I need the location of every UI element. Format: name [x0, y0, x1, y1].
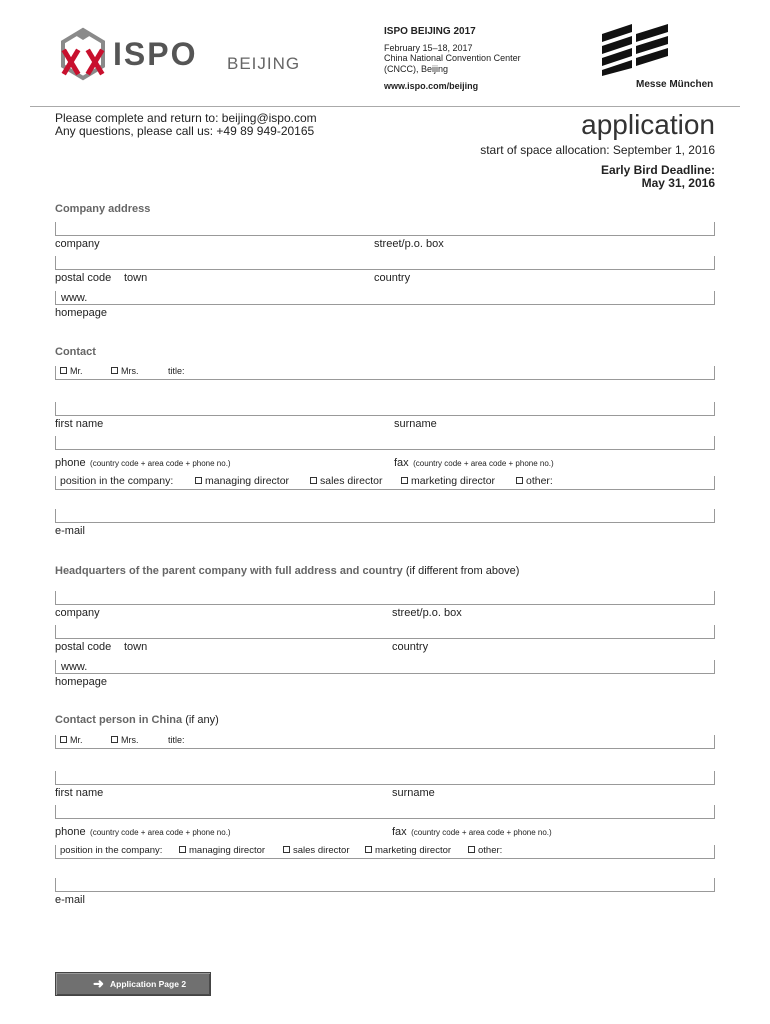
other-option[interactable]: other:	[516, 475, 553, 487]
china-mr-option[interactable]: Mr.	[60, 735, 83, 745]
event-venue-city: (CNCC), Beijing	[384, 64, 449, 74]
event-venue: China National Convention Center	[384, 53, 521, 63]
china-title-label: title:	[168, 735, 185, 745]
page-title: application	[581, 109, 715, 140]
hq-company-field[interactable]	[55, 591, 715, 605]
fax-label: fax (country code + area code + phone no.)	[394, 457, 554, 469]
checkbox-icon[interactable]	[111, 367, 118, 374]
checkbox-icon[interactable]	[310, 477, 317, 484]
hq-postal-country-field[interactable]	[55, 625, 715, 639]
checkbox-icon[interactable]	[60, 367, 67, 374]
return-instruction: Please complete and return to: beijing@ispo.com	[55, 111, 317, 125]
ispo-emblem-icon	[55, 26, 111, 82]
checkbox-icon[interactable]	[401, 477, 408, 484]
checkbox-icon[interactable]	[468, 846, 475, 853]
china-mrs-option[interactable]: Mrs.	[111, 735, 139, 745]
allocation-start: start of space allocation: September 1, 2016	[480, 143, 715, 157]
arrow-right-icon: ➜	[93, 976, 104, 991]
hq-country-label: country	[392, 641, 429, 653]
company-field[interactable]	[55, 222, 715, 236]
questions-line: Any questions, please call us: +49 89 949-20165	[55, 124, 315, 138]
company-address-heading: Company address	[55, 203, 151, 215]
china-name-field[interactable]	[55, 771, 715, 785]
china-contact-heading: Contact person in China (if any)	[55, 714, 219, 726]
china-phone-hint: (country code + area code + phone no.)	[90, 828, 231, 837]
sales-director-option[interactable]: sales director	[310, 475, 382, 487]
application-page-2-label: Application Page 2	[110, 979, 187, 989]
logo-sub-text: BEIJING	[227, 54, 301, 73]
hq-street-label: street/p.o. box	[392, 607, 462, 619]
china-fax-hint: (country code + area code + phone no.)	[411, 828, 552, 837]
company-label: company	[55, 238, 100, 250]
phone-fax-field[interactable]	[55, 436, 715, 450]
homepage-field[interactable]	[55, 291, 715, 305]
event-dates: February 15–18, 2017	[384, 43, 473, 53]
country-label: country	[374, 272, 411, 284]
ispo-logo	[55, 26, 315, 82]
position-label: position in the company:	[60, 475, 174, 487]
fax-hint: (country code + area code + phone no.)	[413, 459, 554, 468]
www-prefix: www.	[61, 292, 88, 304]
phone-hint: (country code + area code + phone no.)	[90, 459, 231, 468]
email-label: e-mail	[55, 525, 85, 537]
china-phone-label: phone (country code + area code + phone no.)	[55, 826, 231, 838]
title-label: title:	[168, 366, 185, 376]
event-url-link[interactable]: www.ispo.com/beijing	[384, 81, 479, 91]
street-label: street/p.o. box	[374, 238, 444, 250]
mrs-option[interactable]: Mrs.	[111, 366, 139, 376]
organizer-name: Messe München	[636, 79, 714, 90]
first-name-label: first name	[55, 418, 104, 430]
email-field[interactable]	[55, 509, 715, 523]
deadline-label: Early Bird Deadline:	[600, 163, 715, 177]
checkbox-icon[interactable]	[365, 846, 372, 853]
hq-heading-note: (if different from above)	[405, 565, 520, 577]
china-contact-heading-note: (if any)	[185, 714, 219, 726]
mr-option[interactable]: Mr.	[60, 366, 83, 376]
contact-heading: Contact	[55, 346, 96, 358]
hq-www-prefix: www.	[61, 661, 88, 673]
surname-label: surname	[394, 418, 437, 430]
checkbox-icon[interactable]	[60, 736, 67, 743]
hq-homepage-field[interactable]	[55, 660, 715, 674]
china-position-label: position in the company:	[60, 845, 163, 856]
hq-town-label: town	[124, 641, 148, 653]
checkbox-icon[interactable]	[195, 477, 202, 484]
china-first-name-label: first name	[55, 787, 104, 799]
managing-director-option[interactable]: managing director	[195, 475, 289, 487]
hq-company-label: company	[55, 607, 100, 619]
header-divider	[30, 106, 740, 107]
china-phone-fax-field[interactable]	[55, 805, 715, 819]
china-email-label: e-mail	[55, 894, 85, 906]
hq-postal-code-label: postal code	[55, 641, 112, 653]
china-managing-director-option[interactable]: managing director	[179, 845, 265, 856]
homepage-label: homepage	[55, 307, 107, 319]
town-label: town	[124, 272, 148, 284]
checkbox-icon[interactable]	[283, 846, 290, 853]
china-salutation-title-field[interactable]	[55, 735, 715, 749]
application-page-2-button[interactable]	[55, 972, 211, 996]
hq-homepage-label: homepage	[55, 676, 107, 688]
marketing-director-option[interactable]: marketing director	[401, 475, 495, 487]
china-other-option[interactable]: other:	[468, 845, 502, 856]
china-email-field[interactable]	[55, 878, 715, 892]
checkbox-icon[interactable]	[179, 846, 186, 853]
checkbox-icon[interactable]	[516, 477, 523, 484]
event-title: ISPO BEIJING 2017	[384, 26, 476, 37]
messe-muenchen-logo-icon	[598, 24, 672, 76]
checkbox-icon[interactable]	[111, 736, 118, 743]
name-field[interactable]	[55, 402, 715, 416]
china-marketing-director-option[interactable]: marketing director	[365, 845, 451, 856]
postal-country-field[interactable]	[55, 256, 715, 270]
logo-main-text: ISPO	[113, 36, 198, 72]
phone-label: phone (country code + area code + phone no.)	[55, 457, 231, 469]
china-sales-director-option[interactable]: sales director	[283, 845, 350, 856]
deadline-date: May 31, 2016	[641, 176, 715, 190]
postal-code-label: postal code	[55, 272, 112, 284]
china-surname-label: surname	[392, 787, 435, 799]
china-fax-label: fax (country code + area code + phone no.)	[392, 826, 552, 838]
hq-heading: Headquarters of the parent company with full address and country (if different from above)	[55, 565, 520, 577]
salutation-title-field[interactable]	[55, 366, 715, 380]
